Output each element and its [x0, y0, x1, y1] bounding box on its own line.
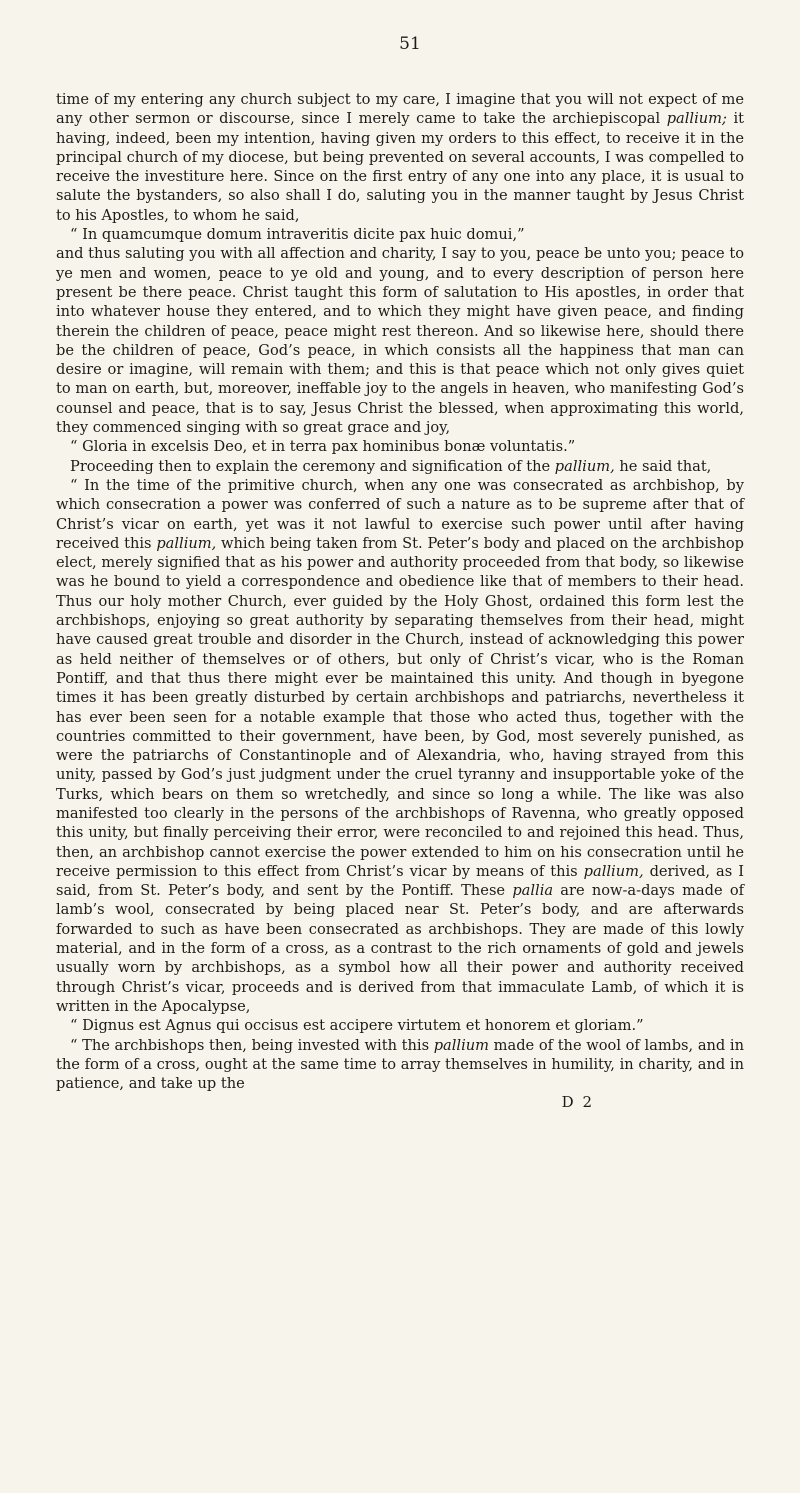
paragraph-p2: [56, 225, 744, 244]
page-number: 51: [399, 34, 421, 54]
text-run: made of the wool of lambs, and in the form of a cross, ought at the same time to array themselves in humility, in charity, and in patience, and take up the: [56, 1036, 744, 1093]
italic-term: pallium: [433, 1036, 490, 1054]
paragraph-p7: [56, 1016, 744, 1035]
paragraph-p3: [56, 244, 744, 437]
text-run: which being taken from St. Peter’s body and placed on the archbishop elect, merely signified that as his power and authority proceeded from that body, so likewise was he bound to yield a correspondence and obedience like that of members to their head. Thus our holy mother Church, ever guided by the Holy Ghost, ordained this form lest the archbishops, enjoying so great authority by separating themselves from their head, might have caused great trouble and disorder in the Church, instead of acknowledging this power as held neither of themselves or of others, but only of Christ’s vicar, who is the Roman Pontiff, and that thus there might ever be maintained this unity. And though in byegone times it has been greatly disturbed by certain archbishops and patriarchs, nevertheless it has ever been seen for a notable example that those who acted thus, together with the countries committed to their government, have been, by God, most severely punished, as were the patriarchs of Constantinople and of Alexandria, who, having strayed from this unity, passed by God’s just judgment under the cruel tyranny and insupportable yoke of the Turks, which bears on them so wretchedly, and since so long a while. The like was also manifested too clearly in the persons of the archbishops of Ravenna, who greatly opposed this unity, but finally perceiving their error, were reconciled to and rejoined this head. Thus, then, an archbishop cannot exercise the power extended to him on his consecration until he receive permission to this effect from Christ’s vicar by means of this: [56, 534, 745, 880]
text-run: “ Gloria in excelsis Deo, et in terra pax hominibus bonæ voluntatis.”: [70, 438, 576, 456]
text-run: it having, indeed, been my intention, having given my orders to this effect, to receive it in the principal church of my diocese, but being prevented on several accounts, I was compelled to receive the investiture here. Since on the first entry of any one into any place, it is usual to salute the bystanders, so also shall I do, saluting you in the manner taught by Jesus Christ to his Apostles, to whom he said,: [56, 110, 744, 224]
italic-term: pallium,: [583, 862, 644, 880]
text-run: Proceeding then to explain the ceremony and signification of the: [70, 457, 555, 475]
text-run: and thus saluting you with all affection and charity, I say to you, peace be unto you; peace to ye men and women, peace to ye old and young, and to every description of person here present be there peace. Christ taught this form of salutation to His apostles, in order that into whatever house they entered, and to which they might have given peace, and finding therein the children of peace, peace might rest thereon. And so likewise here, should there be the children of peace, God’s peace, in which consists all the happiness that man can desire or imagine, will remain with them; and this is that peace which not only gives quiet to man on earth, but, moreover, ineffable joy to the angels in heaven, who manifesting God’s counsel and peace, that is to say, Jesus Christ the blessed, when approximating this world, they commenced singing with so great grace and joy,: [56, 245, 744, 437]
paragraph-p8: [56, 1036, 744, 1094]
text-run: “ In the time of the primitive church, when any one was consecrated as archbishop, by which consecration a power was conferred of such a nature as to be supreme after that of Christ’s vicar on earth, yet was it not lawful to exercise such power until after having received this: [56, 476, 744, 552]
body-text: [56, 90, 744, 1093]
text-run: he said that,: [614, 457, 712, 475]
paragraph-p1: [56, 90, 744, 225]
italic-term: pallium;: [666, 110, 727, 128]
italic-term: pallia: [512, 882, 554, 900]
text-run: time of my entering any church subject to my care, I imagine that you will not expect of me any other sermon or discourse, since I merely came to take the archiepiscopal: [56, 91, 744, 128]
text-run: “ The archbishops then, being invested with this: [70, 1036, 434, 1054]
text-run: derived, as I said, from St. Peter’s body, and sent by the Pontiff. These: [56, 862, 744, 900]
paragraph-p5: [56, 457, 744, 476]
italic-term: pallium,: [156, 534, 217, 552]
text-run: are now-a-days made of lamb’s wool, consecrated by being placed near St. Peter’s body, and are afterwards forwarded to such as have been consecrated as archbishops. They are made of this lowly material, and in the form of a cross, as a contrast to the rich ornaments of gold and jewels usually worn by archbishops, as a symbol how all their power and authority received through Christ’s vicar, proceeds and is derived from that immaculate Lamb, of which it is written in the Apocalypse,: [56, 882, 745, 1015]
italic-term: pallium,: [554, 457, 615, 475]
paragraph-p4: [56, 437, 744, 456]
text-run: “ Dignus est Agnus qui occisus est accipere virtutem et honorem et gloriam.”: [70, 1017, 644, 1035]
signature-mark: D 2: [561, 1093, 594, 1112]
paragraph-p6: [56, 476, 744, 1016]
text-run: “ In quamcumque domum intraveritis dicite pax huic domui,”: [70, 226, 525, 244]
